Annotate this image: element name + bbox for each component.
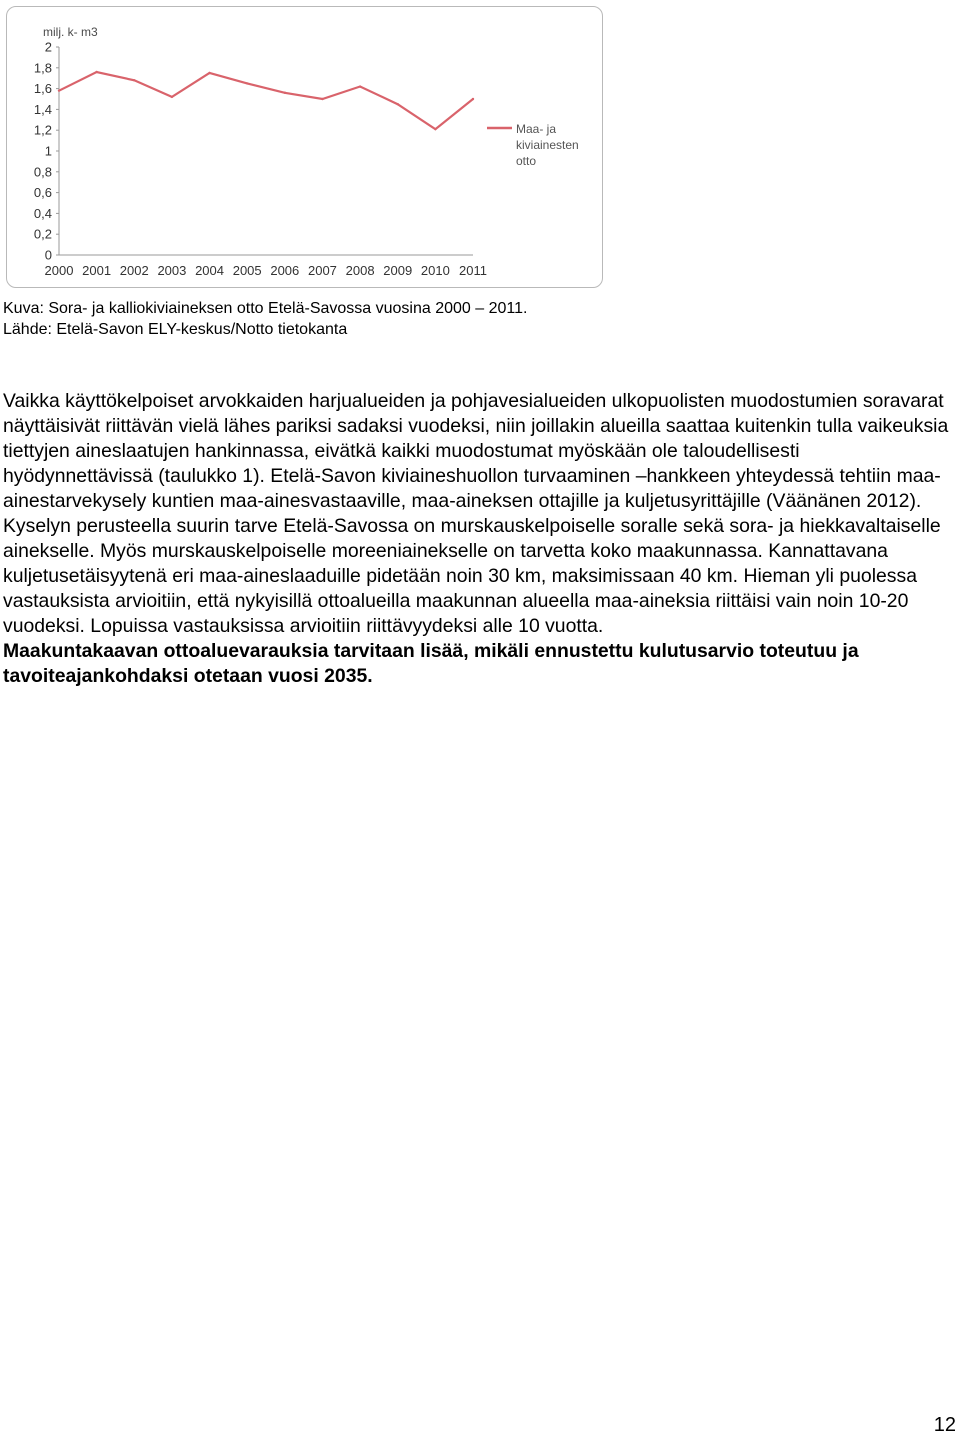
body-bold-paragraph: Maakuntakaavan ottoaluevarauksia tarvitaan lisää, mikäli ennustettu kulutusarvio toteutuu ja tavoiteajankohdaksi otetaan vuosi 2035. (3, 640, 859, 687)
body-text (3, 389, 951, 689)
series-line (59, 72, 473, 129)
data-point (208, 72, 210, 74)
y-tick-label: 0,2 (33, 226, 52, 242)
y-tick-label: 0,4 (33, 205, 52, 221)
x-tick-label: 2011 (459, 263, 487, 278)
legend-label (516, 122, 582, 168)
y-tick-label: 0 (44, 247, 52, 263)
figure-caption (3, 298, 943, 340)
x-tick-label: 2007 (307, 263, 337, 278)
data-point (397, 103, 399, 105)
line-chart (7, 7, 604, 289)
legend-label-line: otto (516, 154, 537, 168)
data-point (321, 98, 323, 100)
y-tick-label: 1,2 (33, 122, 52, 138)
data-point (284, 92, 286, 94)
y-tick-label: 1 (44, 143, 52, 159)
data-point (472, 98, 474, 100)
data-point (434, 128, 436, 130)
data-point (133, 79, 135, 81)
data-point-group (58, 71, 474, 131)
x-tick-label: 2000 (44, 263, 74, 278)
data-point (95, 71, 97, 73)
data-point (58, 89, 60, 91)
y-axis-label: milj. k- m3 (43, 25, 98, 39)
y-tick-label: 0,8 (33, 164, 52, 180)
y-tick-group (34, 40, 59, 263)
x-tick-label: 2003 (157, 263, 187, 278)
data-point (359, 85, 361, 87)
x-tick-label: 2008 (345, 263, 375, 278)
caption-line: Kuva: Sora- ja kalliokiviaineksen otto Etelä-Savossa vuosina 2000 – 2011. (3, 300, 528, 317)
data-point (171, 96, 173, 98)
data-point (246, 82, 248, 84)
legend-label-line: Maa- ja (516, 122, 557, 136)
x-tick-label: 2009 (383, 263, 413, 278)
x-tick-label: 2002 (119, 263, 149, 278)
y-tick-label: 1,6 (33, 81, 52, 97)
chart-frame (6, 6, 603, 288)
x-tick-label: 2004 (195, 263, 225, 278)
caption-source: Lähde: Etelä-Savon ELY-keskus/Notto tietokanta (3, 321, 348, 338)
y-tick-label: 2 (44, 39, 52, 55)
body-paragraph: Vaikka käyttökelpoiset arvokkaiden harjualueiden ja pohjavesialueiden ulkopuolisten muodostumien soravarat näyttäisivät riittävän vielä lähes pariksi sadaksi vuodeksi, niin joillakin alueilla saattaa kuitenkin tulla vaikeuksia tiettyjen aineslaatujen hankinnassa, eivätkä kaikki muodostumat myöskään ole taloudellisesti hyödynnettävissä (taulukko 1). Etelä-Savon kiviaineshuollon turvaaminen –hankkeen yhteydessä tehtiin maa-ainestarvekysely kuntien maa-ainesvastaaville, maa-aineksen ottajille ja kuljetusyrittäjille (Väänänen 2012). Kyselyn perusteella suurin tarve Etelä-Savossa on murskauskelpoiselle soralle sekä sora- ja hiekkavaltaiselle ainekselle. Myös murskauskelpoiselle moreeniainekselle on tarvetta koko maakunnassa. Kannattavana kuljetusetäisyytenä eri maa-aineslaaduille pidetään noin 30 km, maksimissaan 40 km. Hieman yli puolessa vastauksista arvioitiin, että nykyisillä ottoalueilla maakunnan alueella maa-aineksia riittäisi vain noin 10-20 vuodeksi. Lopuissa vastauksissa arvioitiin riittävyydeksi alle 10 vuotta. (3, 390, 949, 637)
x-tick-group (45, 263, 487, 278)
x-tick-label: 2005 (232, 263, 262, 278)
legend (487, 122, 582, 168)
page-number: 12 (933, 1414, 956, 1436)
y-tick-label: 1,8 (33, 60, 52, 76)
x-tick-label: 2001 (82, 263, 112, 278)
y-tick-label: 1,4 (33, 101, 52, 117)
y-tick-label: 0,6 (33, 185, 52, 201)
x-tick-label: 2010 (420, 263, 450, 278)
x-tick-label: 2006 (270, 263, 300, 278)
legend-label-line: kiviainesten (516, 138, 579, 152)
